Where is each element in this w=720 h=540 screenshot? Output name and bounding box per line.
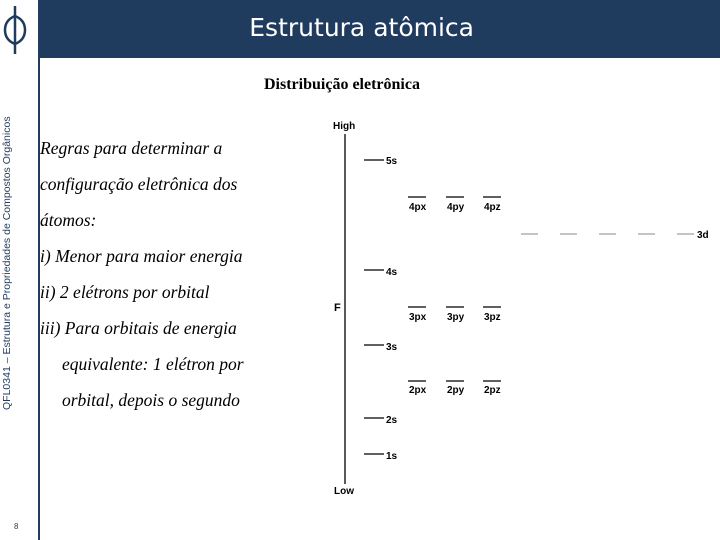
orbital-2py-label: 2py	[447, 385, 465, 396]
sidebar	[0, 0, 28, 540]
rules-line: equivalente: 1 elétron por	[62, 354, 244, 374]
orbital-4px-label: 4px	[409, 202, 427, 213]
rules-line: átomos:	[40, 210, 97, 230]
orbital-4s-label: 4s	[386, 267, 398, 278]
course-label: QFL0341 – Estrutura e Propriedades de Compostos Orgânicos	[1, 116, 13, 410]
orbital-2s-label: 2s	[386, 415, 398, 426]
axis-f-label: F	[334, 302, 341, 314]
rules-line: orbital, depois o segundo	[62, 390, 240, 410]
section-subtitle: Distribuição eletrônica	[264, 76, 420, 93]
university-logo-icon	[2, 2, 28, 58]
orbital-3s-label: 3s	[386, 342, 398, 353]
rules-line: Regras para determinar a	[40, 138, 223, 158]
orbital-3d-label: 3d	[697, 230, 709, 241]
orbital-2px-label: 2px	[409, 385, 427, 396]
rules-line: i) Menor para maior energia	[40, 246, 243, 266]
rules-line: iii) Para orbitais de energia	[40, 318, 237, 338]
axis-high-label: High	[333, 121, 356, 132]
orbital-3pz-label: 3pz	[484, 312, 501, 323]
rules-line: ii) 2 elétrons por orbital	[40, 282, 210, 302]
orbital-2pz-label: 2pz	[484, 385, 501, 396]
sidebar-divider	[38, 0, 40, 540]
orbital-5s-label: 5s	[386, 156, 398, 167]
rules-line: configuração eletrônica dos	[40, 174, 238, 194]
energy-level-diagram	[320, 110, 720, 500]
orbital-3py-label: 3py	[447, 312, 465, 323]
page-number: 8	[14, 522, 19, 531]
orbital-1s-label: 1s	[386, 451, 398, 462]
header-bar	[40, 0, 720, 58]
page-title: Estrutura atômica	[249, 13, 474, 42]
orbital-3px-label: 3px	[409, 312, 427, 323]
orbital-4py-label: 4py	[447, 202, 465, 213]
axis-low-label: Low	[334, 486, 354, 497]
orbital-4pz-label: 4pz	[484, 202, 501, 213]
